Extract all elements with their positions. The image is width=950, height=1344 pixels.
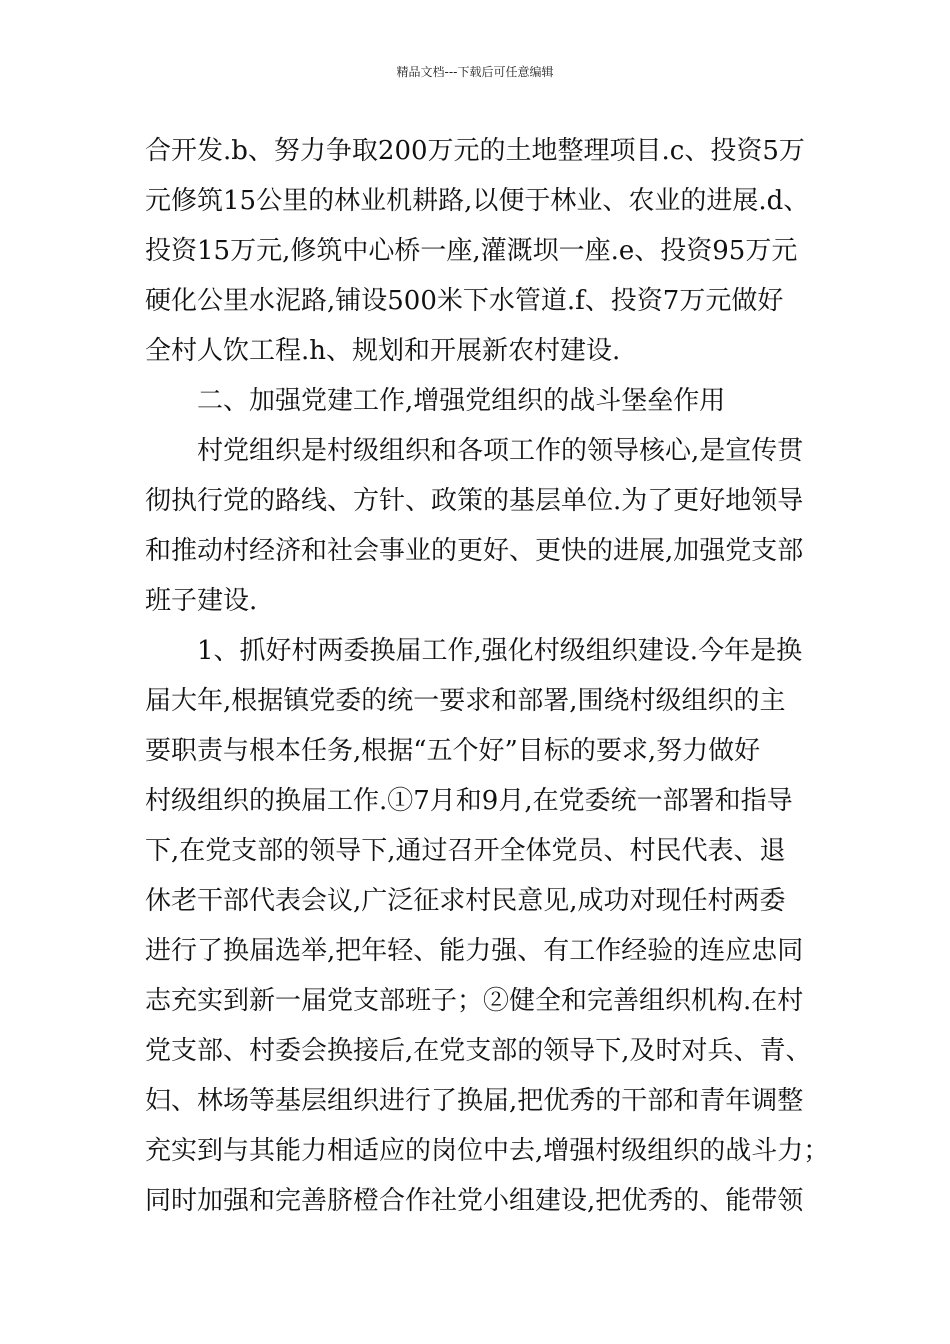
text-line: 届大年,根据镇党委的统一要求和部署,围绕村级组织的主 — [145, 686, 786, 716]
section-heading: 二、加强党建工作,增强党组织的战斗堡垒作用 — [145, 386, 726, 416]
text-line: 下,在党支部的领导下,通过召开全体党员、村民代表、退 — [145, 836, 786, 866]
text-line: 彻执行党的路线、方针、政策的基层单位.为了更好地领导 — [145, 486, 804, 516]
text-line: 元修筑15公里的林业机耕路,以便于林业、农业的进展.d、 — [145, 186, 810, 216]
text-line: 同时加强和完善脐橙合作社党小组建设,把优秀的、能带领 — [145, 1186, 804, 1216]
text-line: 充实到与其能力相适应的岗位中去,增强村级组织的战斗力； — [145, 1136, 830, 1166]
text-line: 合开发.b、努力争取200万元的土地整理项目.c、投资5万 — [145, 136, 805, 166]
text-line: 村级组织的换届工作.①7月和9月,在党委统一部署和指导 — [145, 786, 793, 816]
text-line: 班子建设. — [145, 586, 258, 616]
text-line: 进行了换届选举,把年轻、能力强、有工作经验的连应忠同 — [145, 936, 804, 966]
text-line: 要职责与根本任务,根据“五个好”目标的要求,努力做好 — [145, 736, 761, 766]
text-line: 党支部、村委会换接后,在党支部的领导下,及时对兵、青、 — [145, 1036, 812, 1066]
text-line: 全村人饮工程.h、规划和开展新农村建设. — [145, 336, 621, 366]
document-body — [145, 126, 830, 1226]
text-line: 1、抓好村两委换届工作,强化村级组织建设.今年是换 — [145, 636, 803, 666]
text-line: 休老干部代表会议,广泛征求村民意见,成功对现任村两委 — [145, 886, 786, 916]
text-line: 投资15万元,修筑中心桥一座,灌溉坝一座.e、投资95万元 — [145, 236, 798, 266]
text-line: 村党组织是村级组织和各项工作的领导核心,是宣传贯 — [145, 436, 804, 466]
page-header: 精品文档---下载后可任意编辑 — [396, 65, 554, 79]
text-line: 妇、林场等基层组织进行了换届,把优秀的干部和青年调整 — [145, 1086, 804, 1116]
text-line: 和推动村经济和社会事业的更好、更快的进展,加强党支部 — [145, 536, 804, 566]
text-line: 硬化公里水泥路,铺设500米下水管道.f、投资7万元做好 — [145, 286, 784, 316]
text-line: 志充实到新一届党支部班子；②健全和完善组织机构.在村 — [145, 986, 804, 1016]
